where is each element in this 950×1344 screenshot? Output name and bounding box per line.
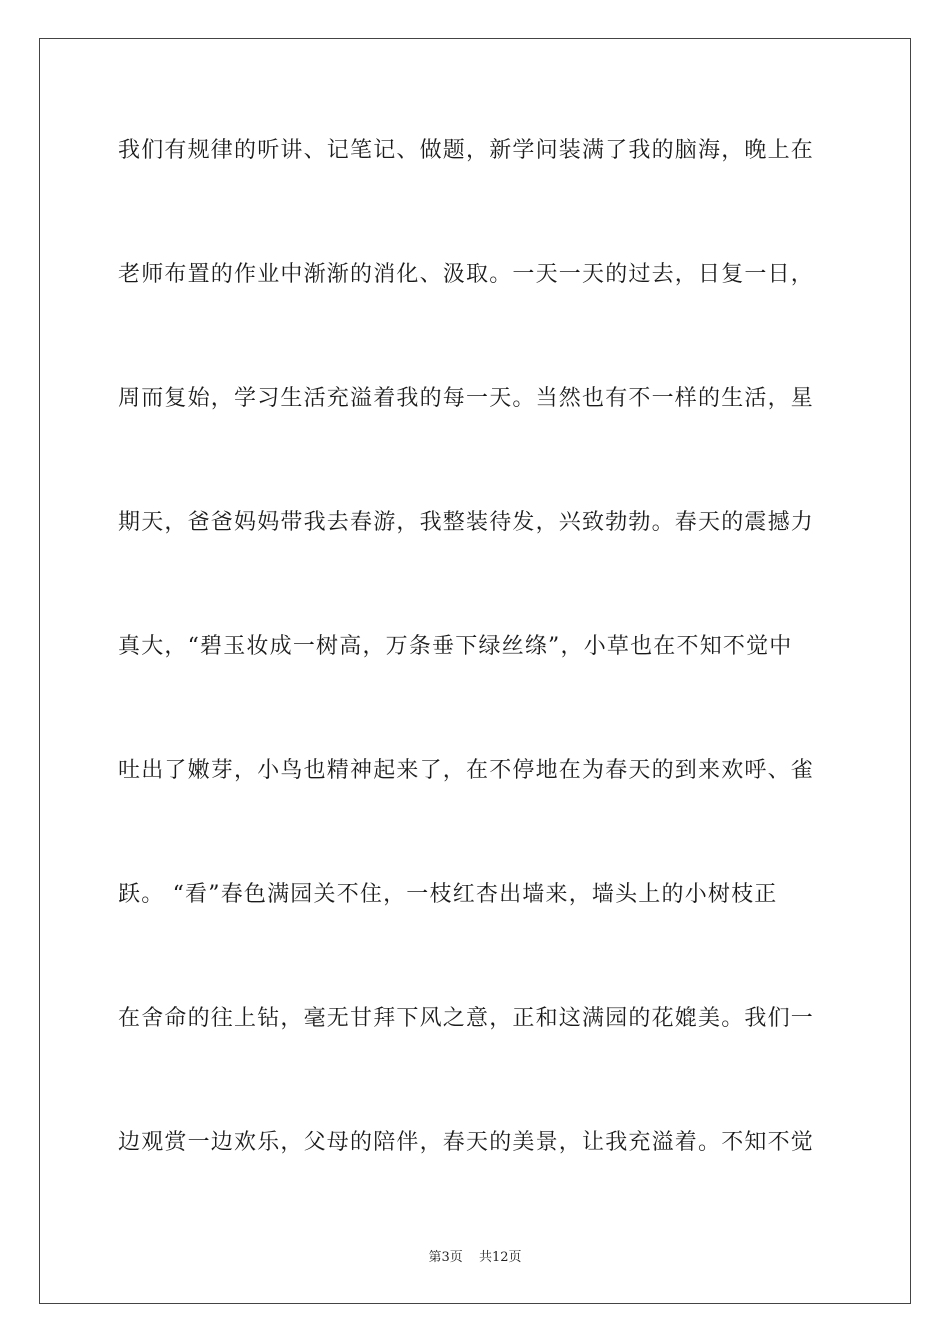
document-body — [118, 128, 834, 1244]
current-page-number: 第3页 — [428, 1250, 463, 1265]
page-footer — [0, 1246, 950, 1265]
total-page-count: 共12页 — [478, 1250, 522, 1265]
text-line-2: 老师布置的作业中渐渐的消化、汲取。一天一天的过去，日复一日， — [118, 262, 815, 287]
text-line-6: 吐出了嫩芽，小鸟也精神起来了，在不停地在为春天的到来欢呼、雀 — [118, 758, 815, 783]
text-line-8: 在舍命的往上钻，毫无甘拜下风之意，正和这满园的花媲美。我们一 — [118, 1006, 815, 1031]
text-line-4: 期天，爸爸妈妈带我去春游，我整装待发，兴致勃勃。春天的震撼力 — [118, 510, 815, 535]
text-line-3: 周而复始，学习生活充溢着我的每一天。当然也有不一样的生活，星 — [118, 386, 815, 411]
text-line-9: 边观赏一边欢乐，父母的陪伴，春天的美景，让我充溢着。不知不觉 — [118, 1130, 815, 1155]
text-line-7: 跃。 “看”春色满园关不住，一枝红杏出墙来，墙头上的小树枝正 — [118, 882, 778, 907]
text-line-5: 真大，“碧玉妆成一树高，万条垂下绿丝绦”，小草也在不知不觉中 — [118, 634, 793, 659]
text-line-1: 我们有规律的听讲、记笔记、做题，新学问装满了我的脑海，晚上在 — [118, 138, 815, 163]
